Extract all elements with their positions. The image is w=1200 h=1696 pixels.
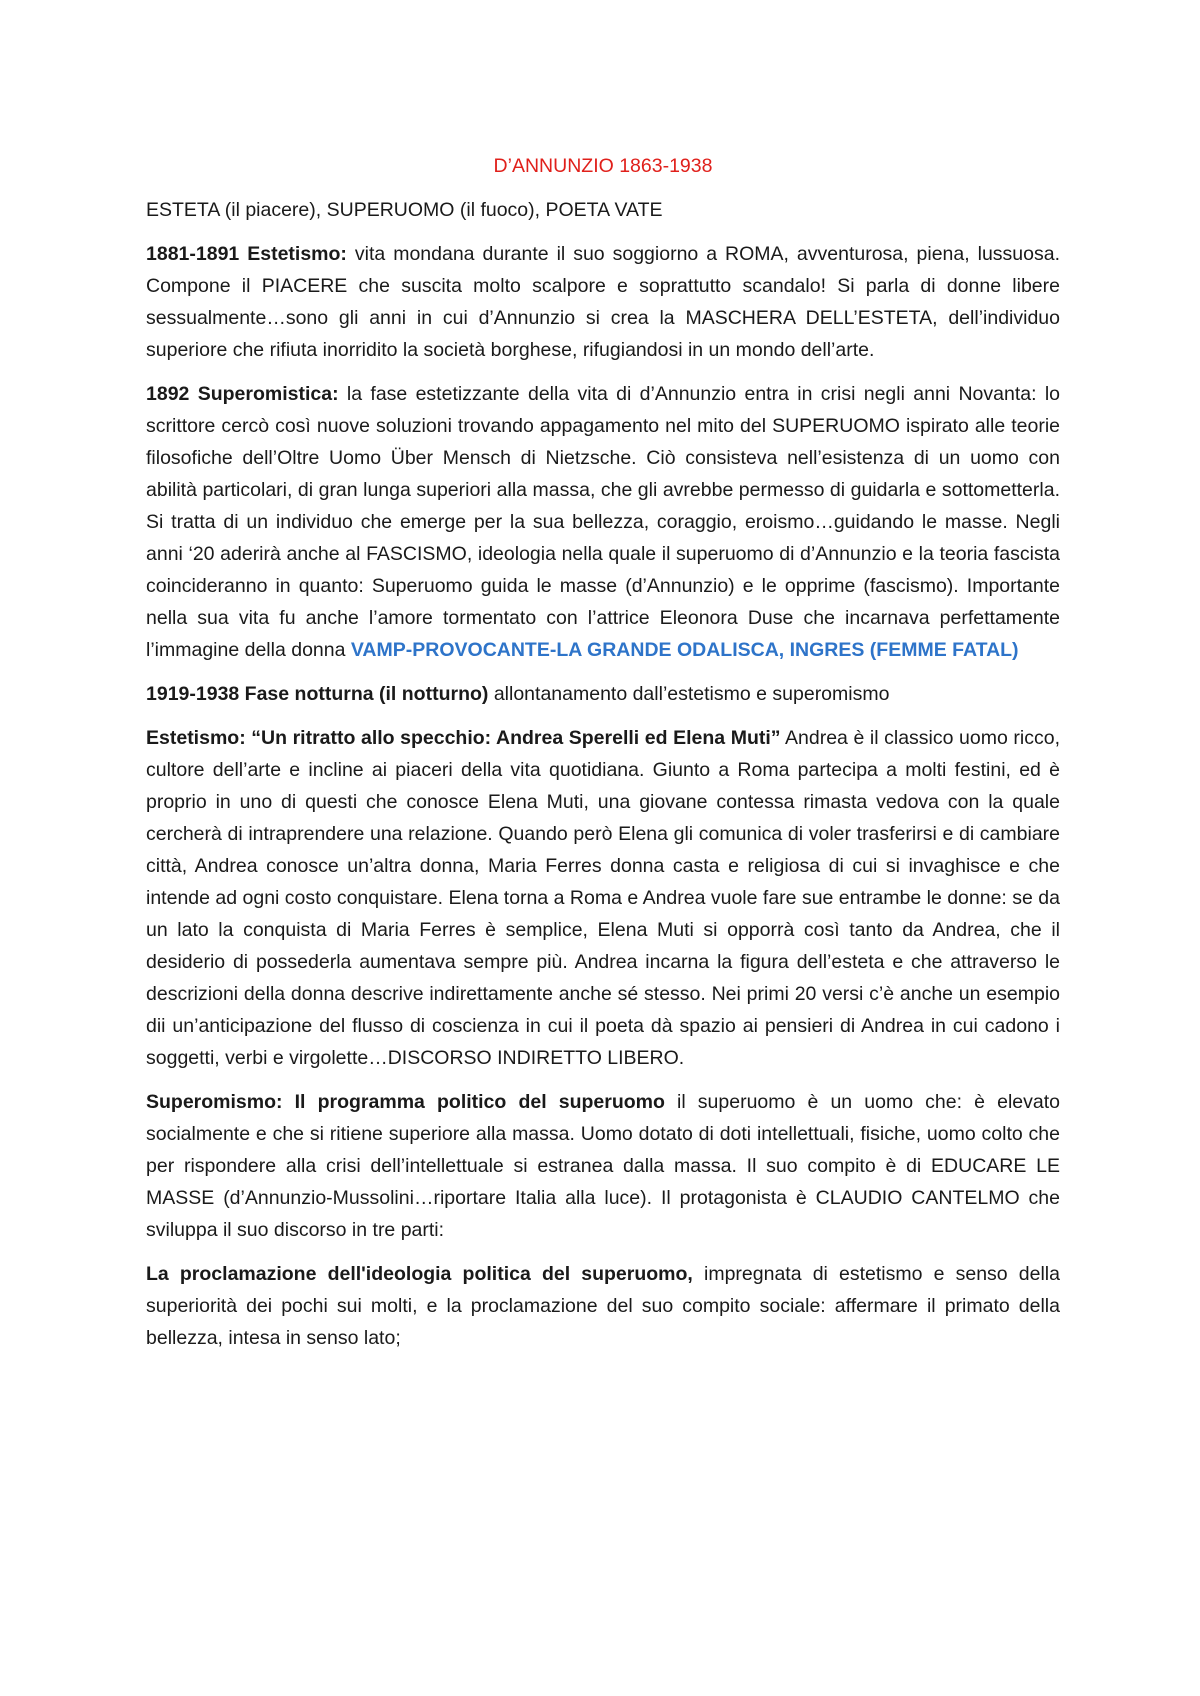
document-title: D’ANNUNZIO 1863-1938 — [493, 155, 713, 177]
section-heading: 1892 Superomistica: — [146, 383, 339, 405]
section-superomistica — [146, 378, 1060, 666]
document-body — [146, 150, 1060, 1366]
section-heading: 1881-1891 Estetismo: — [146, 243, 347, 265]
section-text: Andrea è il classico uomo ricco, cultore dell’arte e incline ai piaceri della vita quotidiana. Giunto a Roma partecipa a molti festini, ed è proprio in uno di questi che conosce Elena Muti, una giovane contessa rimasta vedova con la quale cercherà di intraprendere una relazione. Quando però Elena gli comunica di voler trasferirsi e di cambiare città, Andrea conosce un’altra donna, Maria Ferres donna casta e religiosa di cui si invaghisce e che intende ad ogni costo conquistare. Elena torna a Roma e Andrea vuole fare sue entrambe le donne: se da un lato la conquista di Maria Ferres è semplice, Elena Muti si opporrà così tanto da Andrea, che il desiderio di possederla aumentava sempre più. Andrea incarna la figura dell’esteta e che attraverso le descrizioni della donna descrive indirettamente anche sé stesso. Nei primi 20 versi c’è anche un esempio dii un’anticipazione del flusso di coscienza in cui il poeta dà spazio ai pensieri di Andrea in cui cadono i soggetti, verbi e virgolette…DISCORSO INDIRETTO LIBERO. — [146, 727, 1060, 1069]
highlighted-text: VAMP-PROVOCANTE-LA GRANDE ODALISCA, INGRES (FEMME FATAL) — [350, 639, 1019, 661]
section-heading: Estetismo: “Un ritratto allo specchio: Andrea Sperelli ed Elena Muti” — [146, 727, 781, 749]
section-estetismo — [146, 238, 1060, 366]
section-text: vita mondana durante il suo soggiorno a ROMA, avventurosa, piena, lussuosa. Compone il PIACERE che suscita molto scalpore e soprattutto scandalo! Si parla di donne libere sessualmente…sono gli anni in cui d’Annunzio si crea la MASCHERA DELL’ESTETA, dell’individuo superiore che rifiuta inorridito la società borghese, rifugiandosi in un mondo dell’arte. — [146, 243, 1060, 361]
section-heading: La proclamazione dell'ideologia politica del superuomo, — [146, 1263, 693, 1285]
section-ritratto-specchio — [146, 722, 1060, 1074]
section-programma-politico — [146, 1086, 1060, 1246]
section-heading: Superomismo: Il programma politico del superuomo — [146, 1091, 665, 1113]
section-fase-notturna — [146, 678, 1060, 710]
section-text: la fase estetizzante della vita di d’Annunzio entra in crisi negli anni Novanta: lo scrittore cercò così nuove soluzioni trovando appagamento nel mito del SUPERUOMO ispirato alle teorie filosofiche dell’Oltre Uomo Über Mensch di Nietzsche. Ciò consisteva nell’esistenza di un uomo con abilità particolari, di gran lunga superiori alla massa, che gli avrebbe permesso di guidarla e sottometterla. Si tratta di un individuo che emerge per la sua bellezza, coraggio, eroismo…guidando le masse. Negli anni ‘20 aderirà anche al FASCISMO, ideologia nella quale il superuomo di d’Annunzio e la teoria fascista coincideranno in quanto: Superuomo guida le masse (d’Annunzio) e le opprime (fascismo). Importante nella sua vita fu anche l’amore tormentato con l’attrice Eleonora Duse che incarnava perfettamente l’immagine della donna — [146, 383, 1060, 661]
document-subtitle: ESTETA (il piacere), SUPERUOMO (il fuoco), POETA VATE — [146, 199, 663, 221]
section-text: il superuomo è un uomo che: è elevato socialmente e che si ritiene superiore alla massa. Uomo dotato di doti intellettuali, fisiche, uomo colto che per rispondere alla crisi dell’intellettuale si estranea dalla massa. Il suo compito è di EDUCARE LE MASSE (d’Annunzio-Mussolini…riportare Italia alla luce). Il protagonista è CLAUDIO CANTELMO che sviluppa il suo discorso in tre parti: — [146, 1091, 1060, 1241]
section-text: allontanamento dall’estetismo e superomismo — [488, 683, 890, 705]
section-heading: 1919-1938 Fase notturna (il notturno) — [146, 683, 489, 705]
section-proclamazione — [146, 1258, 1060, 1354]
section-text: impregnata di estetismo e senso della superiorità dei pochi sui molti, e la proclamazione del suo compito sociale: affermare il primato della bellezza, intesa in senso lato; — [146, 1263, 1060, 1349]
